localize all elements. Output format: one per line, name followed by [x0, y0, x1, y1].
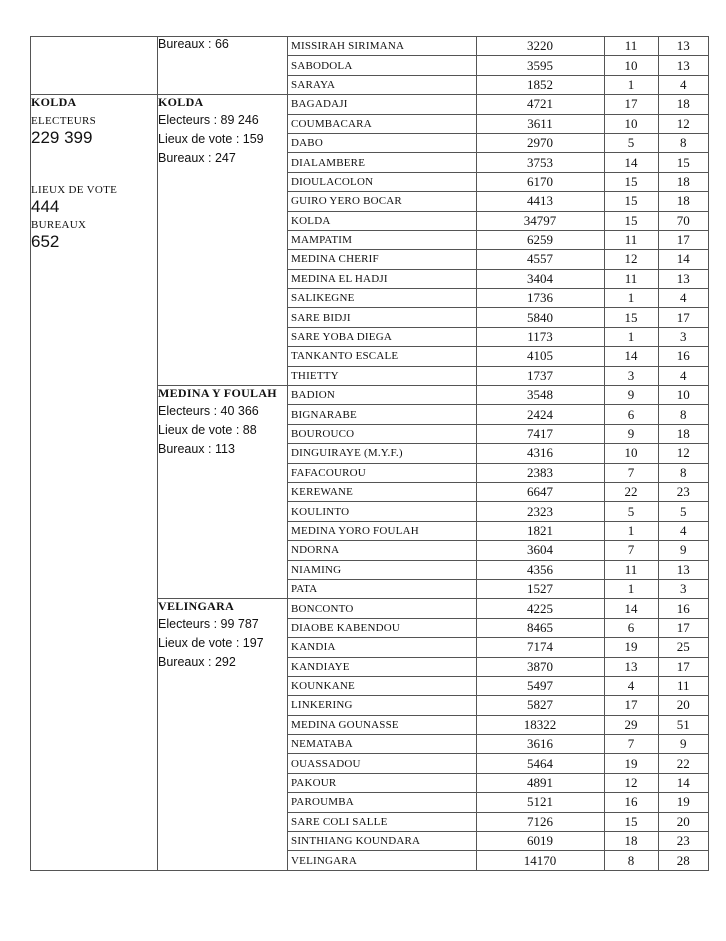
- electeurs-count: 5827: [476, 696, 604, 715]
- lieux-count: 15: [604, 308, 658, 327]
- bureaux-count: 23: [658, 482, 708, 501]
- bureaux-count: 13: [658, 269, 708, 288]
- commune-rows-cell: [288, 95, 709, 386]
- commune-name: SABODOLA: [288, 56, 476, 75]
- commune-rows: [288, 37, 708, 94]
- bureaux-count: 28: [658, 851, 708, 870]
- bureaux-count: 51: [658, 715, 708, 734]
- lieux-count: 15: [604, 211, 658, 230]
- table-row: [288, 599, 708, 618]
- bureaux-count: 23: [658, 832, 708, 851]
- lieux-count: 8: [604, 851, 658, 870]
- department-name: VELINGARA: [158, 599, 235, 614]
- table-row: [288, 327, 708, 346]
- bureaux-count: 14: [658, 773, 708, 792]
- commune-name: GUIRO YERO BOCAR: [288, 192, 476, 211]
- bureaux-count: 8: [658, 405, 708, 424]
- commune-name: SARE YOBA DIEGA: [288, 327, 476, 346]
- table-row: [288, 812, 708, 831]
- lieux-count: 13: [604, 657, 658, 676]
- region-cell: [31, 95, 158, 871]
- electeurs-count: 18322: [476, 715, 604, 734]
- lieux-count: 15: [604, 192, 658, 211]
- electeurs-count: 4413: [476, 192, 604, 211]
- electeurs-count: 3404: [476, 269, 604, 288]
- lieux-count: 17: [604, 95, 658, 114]
- commune-name: BOUROUCO: [288, 424, 476, 443]
- bureaux-count: 11: [658, 676, 708, 695]
- commune-name: MISSIRAH SIRIMANA: [288, 37, 476, 56]
- region-cell-empty: [31, 37, 158, 95]
- commune-name: BONCONTO: [288, 599, 476, 618]
- commune-name: MAMPATIM: [288, 230, 476, 249]
- table-row: [288, 773, 708, 792]
- commune-rows: [288, 386, 708, 598]
- commune-name: NEMATABA: [288, 735, 476, 754]
- table-row: [288, 618, 708, 637]
- department-lieux: Lieux de vote : 159: [158, 132, 264, 147]
- table-row: [288, 696, 708, 715]
- table-row: [288, 715, 708, 734]
- region-bureaux-label: BUREAUX: [31, 219, 87, 232]
- lieux-count: 18: [604, 832, 658, 851]
- lieux-count: 7: [604, 735, 658, 754]
- commune-rows-cell: [288, 599, 709, 870]
- table-row: [288, 95, 708, 114]
- table-row: [288, 560, 708, 579]
- electeurs-count: 4557: [476, 250, 604, 269]
- bureaux-count: 4: [658, 75, 708, 94]
- table-row: [288, 424, 708, 443]
- table-row: [288, 793, 708, 812]
- bureaux-count: 70: [658, 211, 708, 230]
- block-row: [31, 95, 709, 386]
- table-row: [288, 386, 708, 405]
- commune-name: NDORNA: [288, 541, 476, 560]
- block-row: [31, 37, 709, 95]
- lieux-count: 15: [604, 812, 658, 831]
- lieux-count: 5: [604, 133, 658, 152]
- electeurs-count: 7417: [476, 424, 604, 443]
- bureaux-count: 17: [658, 230, 708, 249]
- department-electeurs: Electeurs : 89 246: [158, 113, 259, 128]
- bureaux-count: 13: [658, 37, 708, 56]
- electeurs-count: 3548: [476, 386, 604, 405]
- department-bureaux: Bureaux : 247: [158, 151, 236, 166]
- table-row: [288, 502, 708, 521]
- electeurs-count: 4225: [476, 599, 604, 618]
- table-row: [288, 676, 708, 695]
- region-electeurs-label: ELECTEURS: [31, 115, 97, 128]
- commune-name: SARAYA: [291, 78, 336, 91]
- lieux-count: 9: [604, 386, 658, 405]
- bureaux-count: 8: [658, 463, 708, 482]
- electeurs-count: 4891: [476, 773, 604, 792]
- department-name: KOLDA: [158, 95, 204, 110]
- lieux-count: 1: [604, 75, 658, 94]
- lieux-count: 1: [604, 289, 658, 308]
- lieux-count: 5: [604, 502, 658, 521]
- electeurs-count: 1173: [476, 327, 604, 346]
- commune-name: DIOULACOLON: [288, 172, 476, 191]
- commune-name: KOUNKANE: [288, 676, 476, 695]
- electeurs-count: 6019: [476, 832, 604, 851]
- lieux-count: 17: [604, 696, 658, 715]
- commune-name: TANKANTO ESCALE: [288, 347, 476, 366]
- lieux-count: 6: [604, 405, 658, 424]
- table-row: [288, 289, 708, 308]
- table-row: [288, 851, 708, 870]
- commune-name: OUASSADOU: [288, 754, 476, 773]
- bureaux-count: 19: [658, 793, 708, 812]
- commune-name: SARE BIDJI: [288, 308, 476, 327]
- department-cell: [158, 599, 288, 870]
- electeurs-count: 7174: [476, 638, 604, 657]
- lieux-count: 10: [604, 56, 658, 75]
- electeurs-count: 34797: [476, 211, 604, 230]
- commune-name: NIAMING: [288, 560, 476, 579]
- commune-name: DABO: [288, 133, 476, 152]
- table-row: [288, 133, 708, 152]
- electeurs-count: 3220: [476, 37, 604, 56]
- table-row: [288, 521, 708, 540]
- electeurs-count: 8465: [476, 618, 604, 637]
- table-row: [288, 211, 708, 230]
- department-cell: [158, 386, 288, 599]
- commune-name: DIALAMBERE: [288, 153, 476, 172]
- lieux-count: 14: [604, 599, 658, 618]
- table-row: [288, 832, 708, 851]
- lieux-count: 12: [604, 250, 658, 269]
- region-lieux-label: LIEUX DE VOTE: [31, 184, 118, 197]
- electeurs-count: 3611: [476, 114, 604, 133]
- lieux-count: 16: [604, 793, 658, 812]
- table-row: [288, 37, 708, 56]
- lieux-count: 12: [604, 773, 658, 792]
- electeurs-count: 5464: [476, 754, 604, 773]
- electeurs-count: 6647: [476, 482, 604, 501]
- commune-name: FAFACOUROU: [288, 463, 476, 482]
- commune-name: LINKERING: [288, 696, 476, 715]
- region-name: KOLDA: [31, 95, 77, 110]
- table-row: [288, 463, 708, 482]
- commune-name: MEDINA YORO FOULAH: [288, 521, 476, 540]
- bureaux-count: 17: [658, 618, 708, 637]
- lieux-count: 10: [604, 114, 658, 133]
- table-row: [288, 250, 708, 269]
- commune-name: PAROUMBA: [288, 793, 476, 812]
- table-row: [288, 269, 708, 288]
- table-row: [288, 754, 708, 773]
- bureaux-count: 16: [658, 347, 708, 366]
- bureaux-count: 9: [658, 541, 708, 560]
- electeurs-count: 5497: [476, 676, 604, 695]
- commune-rows-cell: [288, 37, 709, 95]
- electeurs-count: 3870: [476, 657, 604, 676]
- bureaux-count: 17: [658, 657, 708, 676]
- table-row: [288, 75, 708, 94]
- commune-name: MEDINA CHERIF: [288, 250, 476, 269]
- table-row: [288, 153, 708, 172]
- department-electeurs: Electeurs : 40 366: [158, 404, 259, 419]
- electeurs-count: 7126: [476, 812, 604, 831]
- lieux-count: 4: [604, 676, 658, 695]
- commune-name: THIETTY: [291, 369, 339, 382]
- electeurs-count: 2323: [476, 502, 604, 521]
- electeurs-count: 4316: [476, 444, 604, 463]
- lieux-count: 22: [604, 482, 658, 501]
- commune-name: DIAOBE KABENDOU: [288, 618, 476, 637]
- commune-name: KEREWANE: [288, 482, 476, 501]
- region-bureaux-value: 652: [31, 232, 60, 252]
- commune-name: KOLDA: [288, 211, 476, 230]
- bureaux-count: 9: [658, 735, 708, 754]
- table-row: [288, 366, 708, 385]
- commune-name: MEDINA GOUNASSE: [288, 715, 476, 734]
- electeurs-count: 3604: [476, 541, 604, 560]
- department-lieux: Lieux de vote : 197: [158, 636, 264, 651]
- table-row: [288, 192, 708, 211]
- lieux-count: 3: [604, 366, 658, 385]
- bureaux-count: 5: [658, 502, 708, 521]
- commune-rows: [288, 599, 708, 869]
- table-row: [288, 347, 708, 366]
- department-lieux: Lieux de vote : 88: [158, 423, 257, 438]
- lieux-count: 11: [604, 269, 658, 288]
- electeurs-count: 6170: [476, 172, 604, 191]
- bureaux-count: 20: [658, 812, 708, 831]
- lieux-count: 7: [604, 541, 658, 560]
- bureaux-count: 16: [658, 599, 708, 618]
- bureaux-count: 25: [658, 638, 708, 657]
- commune-name: KANDIAYE: [288, 657, 476, 676]
- table-row: [288, 638, 708, 657]
- lieux-count: 1: [604, 579, 658, 598]
- electeurs-count: 2383: [476, 463, 604, 482]
- table-row: [288, 114, 708, 133]
- department-bureaux: Bureaux : 292: [158, 655, 236, 670]
- bureaux-count: 15: [658, 153, 708, 172]
- electeurs-count: 3753: [476, 153, 604, 172]
- electeurs-count: 1736: [476, 289, 604, 308]
- lieux-count: 19: [604, 754, 658, 773]
- electeurs-count: 4721: [476, 95, 604, 114]
- lieux-count: 1: [604, 521, 658, 540]
- commune-name: DINGUIRAYE (M.Y.F.): [288, 444, 476, 463]
- commune-name: PAKOUR: [288, 773, 476, 792]
- electeurs-count: 14170: [476, 851, 604, 870]
- electeurs-count: 4105: [476, 347, 604, 366]
- commune-rows: [288, 95, 708, 385]
- electoral-table: [30, 36, 709, 871]
- bureaux-count: 8: [658, 133, 708, 152]
- electeurs-count: 3595: [476, 56, 604, 75]
- bureaux-count: 18: [658, 172, 708, 191]
- table-row: [288, 444, 708, 463]
- commune-name: SARE COLI SALLE: [288, 812, 476, 831]
- electeurs-count: 2424: [476, 405, 604, 424]
- commune-name: KANDIA: [288, 638, 476, 657]
- electeurs-count: 5121: [476, 793, 604, 812]
- commune-name: SINTHIANG KOUNDARA: [288, 832, 476, 851]
- bureaux-count: 13: [658, 56, 708, 75]
- lieux-count: 29: [604, 715, 658, 734]
- lieux-count: 10: [604, 444, 658, 463]
- lieux-count: 11: [604, 37, 658, 56]
- electeurs-count: 3616: [476, 735, 604, 754]
- table-row: [288, 579, 708, 598]
- table-row: [288, 735, 708, 754]
- lieux-count: 14: [604, 153, 658, 172]
- bureaux-count: 10: [658, 386, 708, 405]
- bureaux-count: 12: [658, 114, 708, 133]
- lieux-count: 11: [604, 560, 658, 579]
- table-row: [288, 657, 708, 676]
- bureaux-count: 3: [658, 327, 708, 346]
- bureaux-count: 3: [658, 579, 708, 598]
- electeurs-count: 1527: [476, 579, 604, 598]
- electeurs-count: 4356: [476, 560, 604, 579]
- commune-name: KOULINTO: [288, 502, 476, 521]
- commune-rows-cell: [288, 386, 709, 599]
- table-row: [288, 405, 708, 424]
- commune-name: PATA: [291, 583, 318, 596]
- table-row: [288, 541, 708, 560]
- bureaux-count: 12: [658, 444, 708, 463]
- lieux-count: 9: [604, 424, 658, 443]
- bureaux-count: 4: [658, 366, 708, 385]
- lieux-count: 7: [604, 463, 658, 482]
- bureaux-count: 14: [658, 250, 708, 269]
- region-electeurs-value: 229 399: [31, 128, 93, 148]
- bureaux-count: 13: [658, 560, 708, 579]
- table-row: [288, 56, 708, 75]
- commune-name: COUMBACARA: [288, 114, 476, 133]
- table-row: [288, 172, 708, 191]
- electeurs-count: 1852: [476, 75, 604, 94]
- department-cell: [158, 95, 288, 386]
- bureaux-count: 18: [658, 424, 708, 443]
- commune-name: BADION: [288, 386, 476, 405]
- commune-name: BAGADAJI: [288, 95, 476, 114]
- commune-name: SALIKEGNE: [288, 289, 476, 308]
- bureaux-count: 22: [658, 754, 708, 773]
- commune-name: BIGNARABE: [288, 405, 476, 424]
- bureaux-count: 18: [658, 192, 708, 211]
- electeurs-count: 2970: [476, 133, 604, 152]
- bureaux-count: 4: [658, 521, 708, 540]
- bureaux-count: 18: [658, 95, 708, 114]
- bureaux-count: 17: [658, 308, 708, 327]
- lieux-count: 14: [604, 347, 658, 366]
- electeurs-count: 1821: [476, 521, 604, 540]
- electeurs-count: 1737: [476, 366, 604, 385]
- bureaux-count: 20: [658, 696, 708, 715]
- department-electeurs: Electeurs : 99 787: [158, 617, 259, 632]
- lieux-count: 15: [604, 172, 658, 191]
- commune-name: VELINGARA: [291, 854, 357, 867]
- lieux-count: 1: [604, 327, 658, 346]
- electeurs-count: 5840: [476, 308, 604, 327]
- lieux-count: 19: [604, 638, 658, 657]
- department-bureaux: Bureaux : 113: [158, 442, 235, 457]
- table-row: [288, 230, 708, 249]
- lieux-count: 6: [604, 618, 658, 637]
- bureaux-count: 4: [658, 289, 708, 308]
- lieux-count: 11: [604, 230, 658, 249]
- table-row: [288, 308, 708, 327]
- region-lieux-value: 444: [31, 197, 60, 217]
- commune-name: MEDINA EL HADJI: [288, 269, 476, 288]
- electeurs-count: 6259: [476, 230, 604, 249]
- department-cell: [158, 37, 288, 95]
- department-name: MEDINA Y FOULAH: [158, 386, 277, 401]
- table-row: [288, 482, 708, 501]
- department-bureaux: Bureaux : 66: [158, 37, 229, 51]
